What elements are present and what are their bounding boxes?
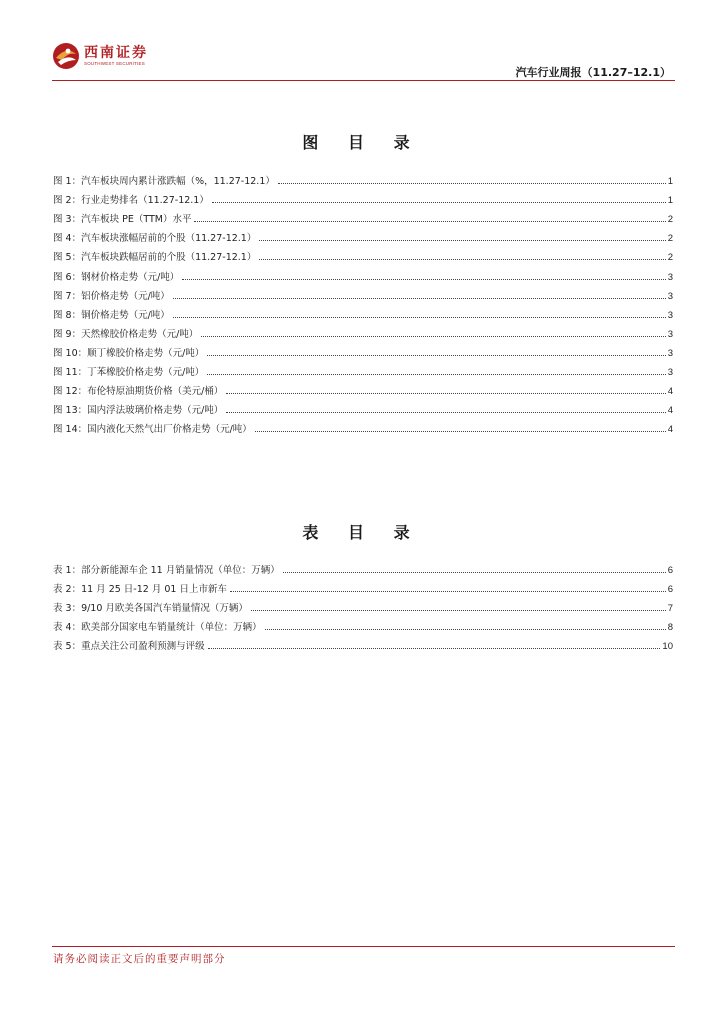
toc-entry-label: 表 5：重点关注公司盈利预测与评级: [53, 641, 205, 653]
toc-leader-dots: [208, 648, 661, 649]
toc-entry[interactable]: [53, 225, 673, 244]
toc-leader-dots: [182, 279, 665, 280]
toc-leader-dots: [283, 572, 666, 573]
toc-entry[interactable]: [53, 263, 673, 282]
page-header: [52, 40, 675, 82]
toc-entry-page: 3: [667, 328, 673, 340]
toc-entry[interactable]: [53, 595, 673, 614]
toc-entry[interactable]: [53, 416, 673, 435]
toc-entry-page: 7: [667, 603, 673, 615]
toc-entry-label: 图 7：铝价格走势（元/吨）: [53, 290, 170, 302]
toc-leader-dots: [207, 355, 665, 356]
toc-entry-label: 图 2：行业走势排名（11.27-12.1）: [53, 195, 209, 207]
footer-divider: [52, 946, 675, 947]
figures-toc-title: 图 目 录: [302, 133, 422, 152]
report-title: 汽车行业周报（11.27–12.1）: [515, 66, 671, 79]
toc-leader-dots: [265, 629, 666, 630]
toc-entry-label: 表 4：欧美部分国家电车销量统计（单位：万辆）: [53, 622, 262, 634]
toc-entry-label: 图 3：汽车板块 PE（TTM）水平: [53, 214, 192, 226]
toc-leader-dots: [212, 202, 666, 203]
toc-entry-page: 10: [662, 641, 673, 653]
toc-leader-dots: [259, 240, 665, 241]
toc-entry[interactable]: [53, 321, 673, 340]
toc-leader-dots: [226, 393, 665, 394]
toc-leader-dots: [255, 431, 666, 432]
toc-entry[interactable]: [53, 302, 673, 321]
toc-entry[interactable]: [53, 359, 673, 378]
toc-entry[interactable]: [53, 633, 673, 652]
toc-leader-dots: [230, 591, 666, 592]
toc-leader-dots: [194, 221, 665, 222]
toc-entry-page: 3: [667, 290, 673, 302]
toc-entry-page: 4: [667, 386, 673, 398]
toc-entry[interactable]: [53, 378, 673, 397]
figures-toc-list: [53, 168, 673, 435]
toc-leader-dots: [207, 374, 665, 375]
toc-entry[interactable]: [53, 206, 673, 225]
toc-entry[interactable]: [53, 340, 673, 359]
toc-entry[interactable]: [53, 614, 673, 633]
toc-entry[interactable]: [53, 557, 673, 576]
toc-entry-page: 2: [667, 233, 673, 245]
toc-leader-dots: [226, 412, 665, 413]
toc-entry-page: 8: [667, 622, 673, 634]
tables-toc-list: [53, 557, 673, 652]
toc-entry-label: 图 13：国内浮法玻璃价格走势（元/吨）: [53, 405, 224, 417]
toc-entry-page: 2: [667, 252, 673, 264]
toc-entry-page: 4: [667, 424, 673, 436]
toc-entry-label: 图 9：天然橡胶价格走势（元/吨）: [53, 328, 199, 340]
toc-leader-dots: [201, 336, 665, 337]
toc-entry-page: 4: [667, 405, 673, 417]
footer-disclaimer: 请务必阅读正文后的重要声明部分: [53, 953, 226, 965]
toc-leader-dots: [259, 259, 665, 260]
toc-entry-label: 图 8：铜价格走势（元/吨）: [53, 309, 170, 321]
toc-leader-dots: [278, 183, 666, 184]
toc-entry[interactable]: [53, 283, 673, 302]
logo-english-name: SOUTHWEST SECURITIES: [84, 61, 145, 66]
toc-entry[interactable]: [53, 576, 673, 595]
toc-entry-label: 图 14：国内液化天然气出厂价格走势（元/吨）: [53, 424, 252, 436]
toc-entry[interactable]: [53, 168, 673, 187]
toc-entry-label: 图 10：顺丁橡胶价格走势（元/吨）: [53, 347, 205, 359]
toc-entry-label: 图 11：丁苯橡胶价格走势（元/吨）: [53, 367, 205, 379]
company-logo: [52, 42, 148, 70]
toc-entry[interactable]: [53, 244, 673, 263]
toc-entry-page: 3: [667, 309, 673, 321]
toc-entry-label: 图 12：布伦特原油期货价格（美元/桶）: [53, 386, 224, 398]
toc-entry-page: 6: [667, 584, 673, 596]
tables-toc-title: 表 目 录: [302, 523, 422, 542]
southwest-securities-logo-icon: [52, 42, 80, 70]
toc-entry-page: 6: [667, 565, 673, 577]
toc-entry-page: 2: [667, 214, 673, 226]
toc-entry-label: 表 2：11 月 25 日-12 月 01 日上市新车: [53, 584, 227, 596]
toc-entry-page: 3: [667, 367, 673, 379]
toc-entry-label: 图 5：汽车板块跌幅居前的个股（11.27-12.1）: [53, 252, 257, 264]
toc-entry-label: 表 1：部分新能源车企 11 月销量情况（单位：万辆）: [53, 565, 280, 577]
logo-chinese-name: 西南证券: [84, 45, 148, 61]
toc-entry-label: 图 1：汽车板块周内累计涨跌幅（%，11.27-12.1）: [53, 176, 275, 188]
toc-entry-label: 图 6：钢材价格走势（元/吨）: [53, 271, 180, 283]
toc-entry-page: 1: [667, 176, 673, 188]
toc-entry[interactable]: [53, 397, 673, 416]
toc-leader-dots: [173, 298, 666, 299]
toc-entry-page: 1: [667, 195, 673, 207]
toc-entry-page: 3: [667, 347, 673, 359]
toc-entry[interactable]: [53, 187, 673, 206]
toc-entry-label: 图 4：汽车板块涨幅居前的个股（11.27-12.1）: [53, 233, 257, 245]
header-divider: [52, 80, 675, 81]
toc-leader-dots: [251, 610, 666, 611]
toc-entry-label: 表 3：9/10 月欧美各国汽车销量情况（万辆）: [53, 603, 248, 615]
toc-entry-page: 3: [667, 271, 673, 283]
toc-leader-dots: [173, 317, 666, 318]
